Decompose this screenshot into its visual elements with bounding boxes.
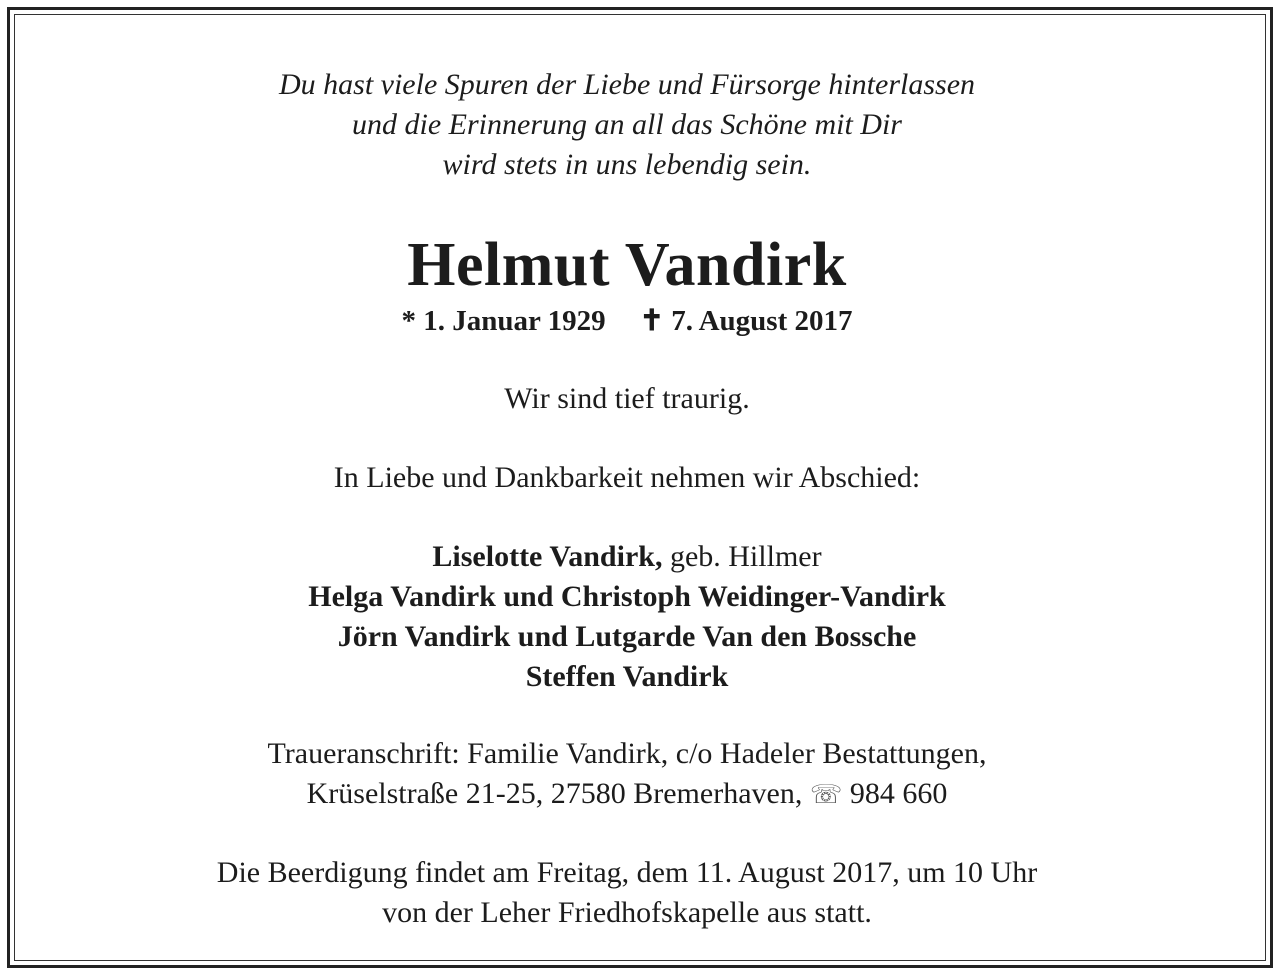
death-date: 7. August 2017	[671, 305, 853, 337]
funeral-line-2: von der Leher Friedhofskapelle aus statt.	[382, 896, 872, 929]
telephone-icon: ☏	[809, 780, 843, 810]
farewell-text: In Liebe und Dankbarkeit nehmen wir Abschied:	[333, 461, 921, 494]
family-line-2: Helga Vandirk und Christoph Weidinger-Vandirk	[308, 580, 946, 613]
address-line-2	[0, 774, 1254, 815]
motto-line-3: wird stets in uns lebendig sein.	[442, 148, 812, 181]
family-line-4: Steffen Vandirk	[525, 660, 729, 693]
birth-symbol: *	[401, 305, 417, 337]
family-line-1	[0, 537, 1254, 577]
address-street: Krüselstraße 21-25, 27580 Bremerhaven,	[306, 777, 803, 810]
deceased-name: Helmut Vandirk	[407, 231, 847, 299]
birth-date: 1. Januar 1929	[423, 305, 606, 337]
phone-number: 984 660	[849, 777, 948, 810]
family-member-name: Liselotte Vandirk,	[432, 540, 663, 573]
motto-line-2: und die Erinnerung an all das Schöne mit Dir	[352, 108, 902, 141]
motto-line-1: Du hast viele Spuren der Liebe und Fürsorge hinterlassen	[278, 68, 976, 101]
address-line-1: Traueranschrift: Familie Vandirk, c/o Hadeler Bestattungen,	[267, 737, 987, 770]
family-line-3: Jörn Vandirk und Lutgarde Van den Bossche	[337, 620, 917, 653]
funeral-line-1: Die Beerdigung findet am Freitag, dem 11. August 2017, um 10 Uhr	[216, 856, 1038, 889]
life-dates	[0, 303, 1254, 339]
cross-icon: ✝	[639, 305, 664, 337]
family-member-maiden-name: geb. Hillmer	[669, 540, 822, 573]
statement: Wir sind tief traurig.	[504, 382, 750, 415]
